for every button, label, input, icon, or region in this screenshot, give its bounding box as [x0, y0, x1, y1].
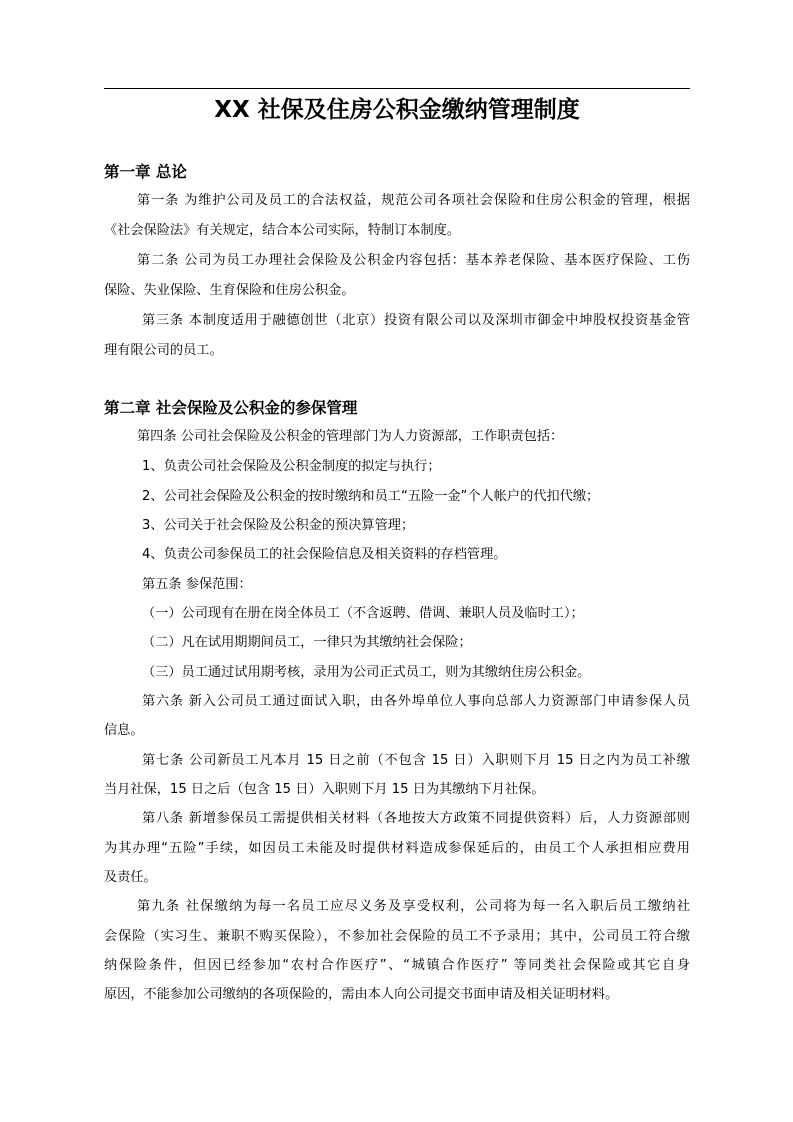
article-line: 第九条 社保缴纳为每一名员工应尽义务及享受权利，公司将为每一名入职后员工缴纳社 — [137, 899, 690, 914]
article-line: 第五条 参保范围： — [142, 577, 252, 592]
article-line: 第三条 本制度适用于融德创世（北京）投资有限公司以及深圳市御金中坤股权投资基金管 — [142, 313, 690, 328]
article-line: 信息。 — [104, 723, 144, 738]
article-line: 会保险（实习生、兼职不购买保险），不参加社会保险的员工不予录用；其中，公司员工符合缴 — [104, 929, 690, 944]
article-line: 第二条 公司为员工办理社会保险及公积金内容包括：基本养老保险、基本医疗保险、工伤 — [137, 253, 690, 268]
article-line: 《社会保险法》有关规定，结合本公司实际，特制订本制度。 — [104, 223, 461, 238]
chapter-heading: 第二章 社会保险及公积金的参保管理 — [104, 399, 358, 417]
chapter-heading: 第一章 总论 — [104, 163, 187, 181]
article-line: 第六条 新入公司员工通过面试入职，由各外埠单位人事向总部人力资源部门申请参保人员 — [142, 694, 690, 709]
article-line: 第八条 新增参保员工需提供相关材料（各地按大方政策不同提供资料）后，人力资源部则 — [142, 811, 690, 826]
article-line: 当月社保，15 日之后（包含 15 日）入职则下月 15 日为其缴纳下月社保。 — [104, 782, 545, 797]
list-item: （三）员工通过试用期考核，录用为公司正式员工，则为其缴纳住房公积金。 — [142, 665, 591, 680]
list-item: 2、公司社会保险及公积金的按时缴纳和员工“五险一金”个人帐户的代扣代缴； — [142, 489, 600, 504]
article-line: 为其办理“五险”手续，如因员工未能及时提供材料造成参保延后的，由员工个人承担相应费用 — [104, 841, 690, 856]
list-item: 1、负责公司社会保险及公积金制度的拟定与执行； — [142, 459, 441, 474]
list-item: （一）公司现有在册在岗全体员工（不含返聘、借调、兼职人员及临时工）； — [142, 606, 584, 621]
list-item: （二）凡在试用期期间员工，一律只为其缴纳社会保险； — [142, 635, 472, 650]
document-title: XX 社保及住房公积金缴纳管理制度 — [214, 97, 580, 123]
article-line: 第四条 公司社会保险及公积金的管理部门为人力资源部，工作职责包括： — [137, 429, 564, 444]
article-line: 第一条 为维护公司及员工的合法权益，规范公司各项社会保险和住房公积金的管理，根据 — [137, 193, 690, 208]
article-line: 理有限公司的员工。 — [104, 343, 223, 358]
article-line: 纳保险条件，但因已经参加“农村合作医疗”、“城镇合作医疗” 等同类社会保险或其它自身 — [104, 958, 690, 973]
header-rule — [104, 88, 690, 89]
article-line: 第七条 公司新员工凡本月 15 日之前（不包含 15 日）入职则下月 15 日之内为员工补缴 — [142, 753, 690, 768]
list-item: 3、公司关于社会保险及公积金的预决算管理； — [142, 518, 415, 533]
article-line: 及责任。 — [104, 870, 157, 885]
list-item: 4、负责公司参保员工的社会保险信息及相关资料的存档管理。 — [142, 547, 507, 562]
article-line: 原因，不能参加公司缴纳的各项保险的，需由本人向公司提交书面申请及相关证明材料。 — [104, 987, 619, 1002]
article-line: 保险、失业保险、生育保险和住房公积金。 — [104, 283, 355, 298]
